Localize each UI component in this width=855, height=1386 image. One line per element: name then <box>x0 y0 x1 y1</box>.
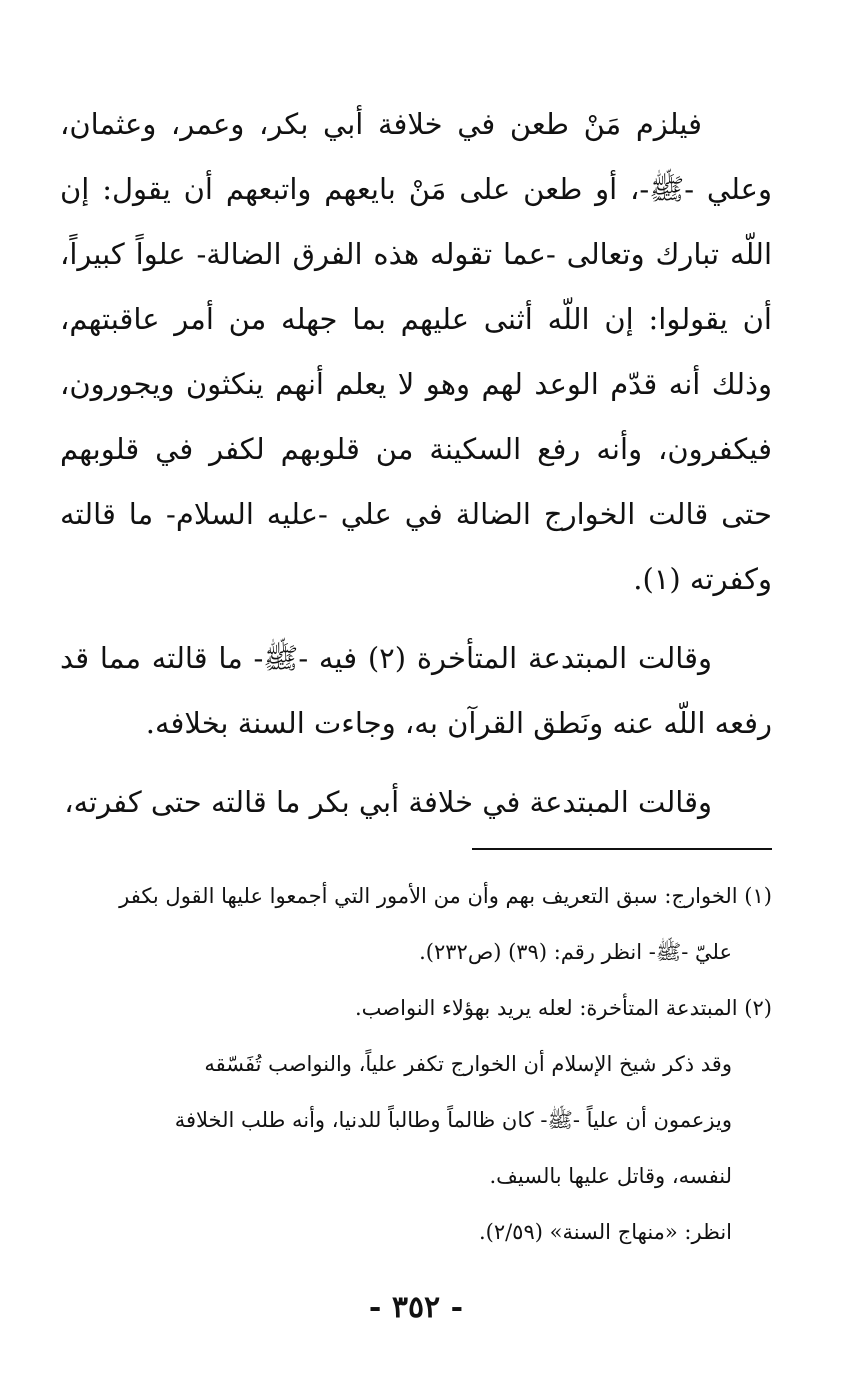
page-number: - ٣٥٢ - <box>368 1290 464 1325</box>
paragraph-1: فيلزم مَنْ طعن في خلافة أبي بكر، وعمر، وعثمان، وعلي -ﷺ-، أو طعن على مَنْ بايعهم واتبعهم أن يقول: إن اللّه تبارك وتعالى -عما تقوله هذه الفرق الضالة- علواً كبيراً، أن يقولوا: إن اللّه أثنى عليهم بما جهله من أمر عاقبتهم، وذلك أنه قدّم الوعد لهم وهو لا يعلم أنهم ينكثون ويجورون، فيكفرون، وأنه رفع السكينة من قلوبهم لكفر في قلوبهم حتى قالت الخوارج الضالة في علي -عليه السلام- ما قالته وكفرته (١). <box>60 107 772 596</box>
footnote-2-line-2: وقد ذكر شيخ الإسلام أن الخوارج تكفر علياً، والنواصب تُفَسّقه <box>204 1052 732 1076</box>
footnote-2-line-1: (٢) المبتدعة المتأخرة: لعله يريد بهؤلاء النواصب. <box>355 996 772 1020</box>
paragraph-2: وقالت المبتدعة المتأخرة (٢) فيه -ﷺ- ما قالته مما قد رفعه اللّه عنه ونَطق القرآن به، وجاءت السنة بخلافه. <box>60 641 772 740</box>
book-page <box>60 0 772 1386</box>
footnotes-block <box>60 868 772 1260</box>
main-text-block <box>60 92 772 849</box>
footnote-1-line-1: (١) الخوارج: سبق التعريف بهم وأن من الأمور التي أجمعوا عليها القول بكفر <box>119 884 772 908</box>
footnote-separator <box>472 848 772 850</box>
footnote-2-line-3: ويزعمون أن علياً -ﷺ- كان ظالماً وطالباً للدنيا، وأنه طلب الخلافة <box>174 1108 732 1132</box>
footnote-2-line-5: انظر: «منهاج السنة» (٢/٥٩). <box>478 1220 732 1244</box>
paragraph-3: وقالت المبتدعة في خلافة أبي بكر ما قالته حتى كفرته، <box>64 785 712 819</box>
footnote-2-line-4: لنفسه، وقاتل عليها بالسيف. <box>489 1164 732 1188</box>
footnote-1-line-2: عليّ -ﷺ- انظر رقم: (٣٩) (ص٢٣٢). <box>419 940 732 964</box>
